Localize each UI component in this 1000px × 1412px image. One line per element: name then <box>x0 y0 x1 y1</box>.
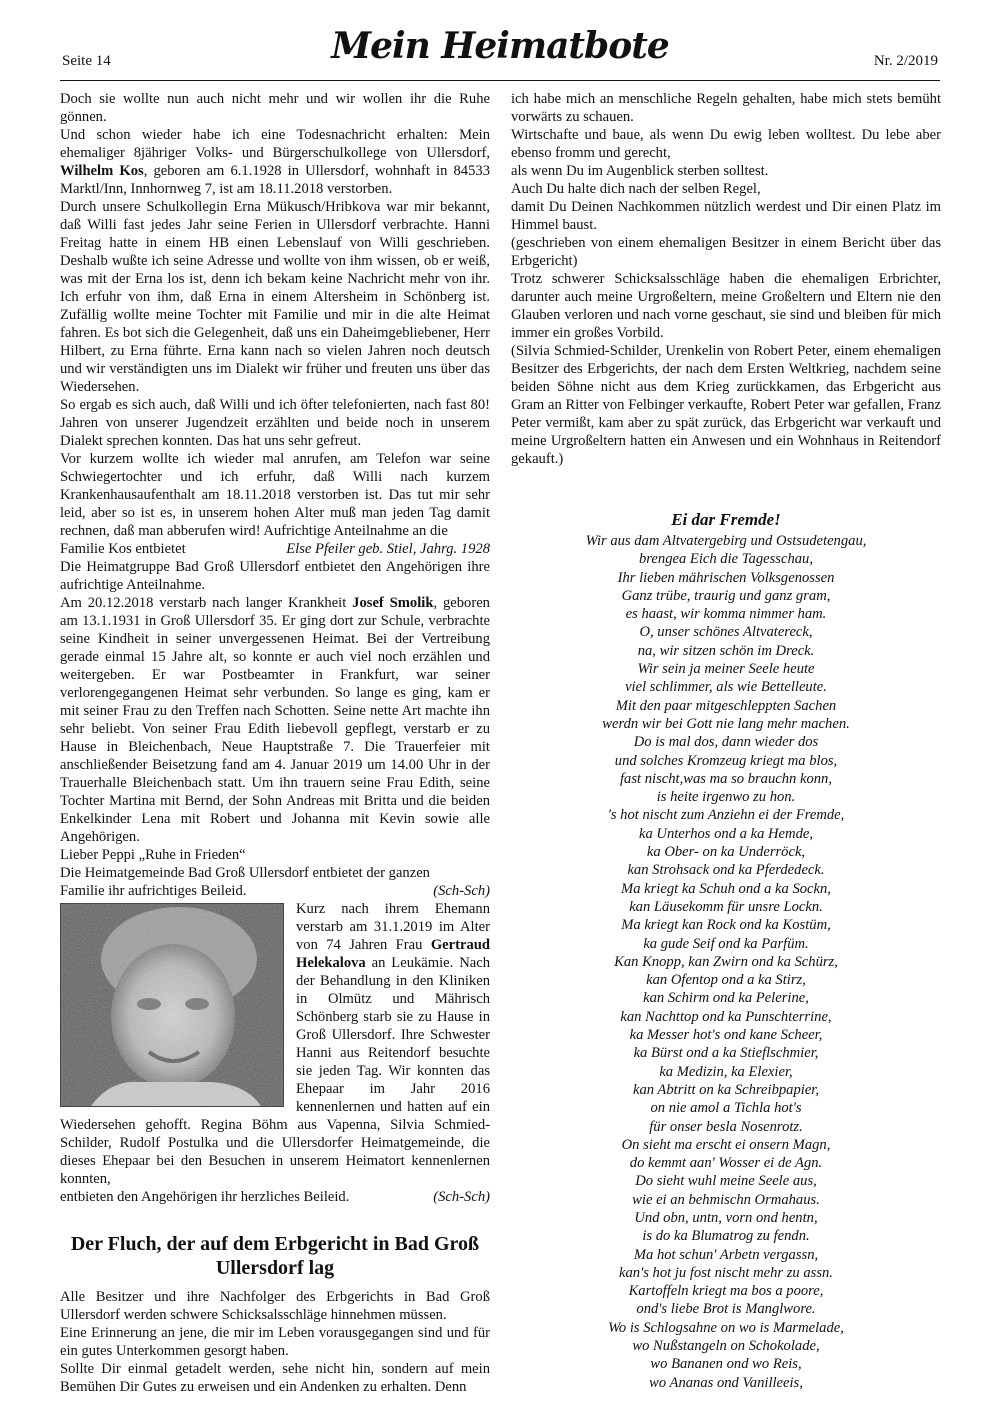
paragraph <box>60 594 490 846</box>
poem-line: Ma kriegt kan Rock ond ka Kostüm, <box>621 917 831 934</box>
poem-line: kan Ofentop ond a ka Stirz, <box>646 972 806 989</box>
text: entbieten den Angehörigen ihr herzliches Beileid. <box>60 1189 350 1205</box>
poem-line: on nie amol a Tichla hot's <box>650 1100 802 1117</box>
poem-line: ka gude Seif ond ka Parfüm. <box>643 935 809 952</box>
poem-line: kan Läusekomm für unsre Lockn. <box>629 898 823 915</box>
poem-line: ond's liebe Brot is Manglwore. <box>636 1301 816 1318</box>
paragraph: Die Heimatgemeinde Bad Groß Ullersdorf entbietet der ganzen <box>60 865 430 881</box>
poem-title: Ei dar Fremde! <box>671 510 781 529</box>
signature: (Sch-Sch) <box>433 1189 490 1205</box>
poem-line: wo Bananen ond wo Reis, <box>650 1356 802 1373</box>
poem-line: is heite irgenwo zu hon. <box>656 789 796 806</box>
poem-line: werdn wir bei Gott nie lang mehr machen. <box>602 715 850 732</box>
paragraph: damit Du Deinen Nachkommen nützlich werdest und Dir einen Platz im Himmel baust. <box>511 199 941 233</box>
poem-line: do kemmt aan' Wosser ei de Agn. <box>629 1155 823 1172</box>
poem-line: Und obn, untn, vorn ond hentn, <box>634 1209 818 1226</box>
poem-line: kan Abtritt on ka Schreibpapier, <box>632 1081 820 1098</box>
paragraph: Lieber Peppi „Ruhe in Frieden“ <box>60 847 246 863</box>
poem-line: Kan Knopp, kan Zwirn ond ka Schürz, <box>614 953 838 970</box>
poem-line: ka Ober- on ka Underröck, <box>646 844 806 861</box>
right-column <box>511 90 941 1392</box>
paragraph: So ergab es sich auch, daß Willi und ich öfter telefonierten, nach fast 80! Jahren von unserer Jugendzeit erzählten und beide noch in unserem Dialekt sprechen konnten. Das hat uns sehr gefreut. <box>60 397 490 449</box>
poem-line: O, unser schönes Altvatereck, <box>639 624 813 641</box>
signature-line <box>60 1188 490 1206</box>
poem-line: kan's hot ju fost nischt mehr zu assn. <box>619 1264 833 1281</box>
text: Am 20.12.2018 verstarb nach langer Krankheit <box>60 595 353 611</box>
poem-line: kan Nachttop ond ka Punschterrine, <box>620 1008 832 1025</box>
poem-line: Ma kriegt ka Schuh ond a ka Sockn, <box>621 880 831 897</box>
masthead-title: Mein Heimatbote <box>331 25 669 67</box>
paragraph <box>60 126 490 198</box>
poem <box>511 532 941 1392</box>
poem-line: kan Schirm ond ka Pelerine, <box>643 990 809 1007</box>
poem-line: es haast, wir komma nimmer ham. <box>625 606 827 623</box>
paragraph: (geschrieben von einem ehemaligen Besitzer in einem Bericht über das Erbgericht) <box>511 235 941 269</box>
poem-line: Ganz trübe, traurig und ganz gram, <box>621 587 831 604</box>
poem-line: 's hot nischt zum Anziehn ei der Fremde, <box>607 807 845 824</box>
poem-line: viel schlimmer, als wie Bettelleute. <box>625 679 827 696</box>
poem-line: wo Nußstangeln on Schokolade, <box>632 1338 820 1355</box>
paragraph: Sollte Dir einmal getadelt werden, sehe nicht hin, sondern auf mein Bemühen Dir Gutes zu erweisen und ein Andenken zu erhalten. Denn <box>60 1361 490 1395</box>
poem-line: Wo is Schlogsahne on wo is Marmelade, <box>608 1319 844 1336</box>
paragraph: Alle Besitzer und ihre Nachfolger des Erbgerichts in Bad Groß Ullersdorf werden schwere Schicksalsschläge hinnehmen müssen. <box>60 1289 490 1323</box>
poem-line: wo Ananas ond Vanilleeis, <box>649 1374 803 1391</box>
paragraph: (Silvia Schmied-Schilder, Urenkelin von Robert Peter, einem ehemaligen Besitzer des Erbgerichts, der nach dem Ersten Weltkrieg, nachdem seine beiden Söhne nicht aus dem Krieg zurückkamen, das Erbgericht aus Gram an Ritter von Felbinger verkaufte, Robert Peter war gefallen, Franz Peter vermißt, kam aber zu spät zurück, das Erbgericht war verkauft und meine Urgroßeltern hatten ein Anwesen und ein Wohnhaus in Reitendorf gekauft.) <box>511 343 941 467</box>
poem-line: wie ei an behmischn Ormahaus. <box>632 1191 820 1208</box>
paragraph: Wirtschafte und baue, als wenn Du ewig leben wolltest. Du lebe aber ebenso fromm und gerecht, <box>511 127 941 161</box>
text: , geboren am 13.1.1931 in Groß Ullersdorf 35. Er ging dort zur Schule, verbrachte seine Kindheit in seiner unvergessenen Heimat. Bei der Vertreibung gerade einmal 15 Jahre alt, so konnte er auch viel noch erzählen und weitergeben. Er war Postbeamter in Frankfurt, war seiner verlorengegangenen Heimat sehr verbunden. So lange es ging, kam er mit seiner Frau zu den Treffen nach Schotten. Seine nette Art machte ihn sehr beliebt. Von seiner Frau Edith liebevoll gepflegt, verstarb er zu Hause in Bleichenbach, Neue Hauptstraße 7. Die Trauerfeier mit anschließender Beisetzung fand am 4. Januar 2019 um 14.00 Uhr in der Trauerhalle Bleichenbach statt. Um ihn trauern seine Frau Edith, seine Tochter Martina mit Bernd, der Sohn Andreas mit Britta und die beiden Enkelkinder Lena mit Robert und Johanna mit Kevin sowie alle Angehörigen. <box>60 595 490 845</box>
poem-line: is do ka Blumatrog zu fendn. <box>642 1228 810 1245</box>
poem-line: Wir sein ja meiner Seele heute <box>637 661 815 678</box>
signature-line <box>60 882 490 900</box>
poem-line: na, wir sitzen schön im Dreck. <box>637 642 815 659</box>
person-name: Wilhelm Kos <box>60 163 144 179</box>
text: Familie Kos entbietet <box>60 541 186 557</box>
paragraph: Doch sie wollte nun auch nicht mehr und wir wollen ihr die Ruhe gönnen. <box>60 91 490 125</box>
text: Familie ihr aufrichtiges Beileid. <box>60 883 247 899</box>
poem-line: Wir aus dam Altvatergebirg und Ostsudetengau, <box>585 533 867 549</box>
poem-line: Do is mal dos, dann wieder dos <box>633 734 819 751</box>
header-rule <box>60 80 940 81</box>
poem-line: Kartoffeln kriegt ma bos a poore, <box>628 1283 824 1300</box>
portrait-photo <box>60 903 284 1107</box>
poem-line: ka Unterhos ond a ka Hemde, <box>638 825 813 842</box>
issue-number: Nr. 2/2019 <box>873 53 938 69</box>
poem-line: Ihr lieben mährischen Volksgenossen <box>617 569 835 586</box>
text: , geboren am 6.1.1928 in Ullersdorf, wohnhaft in 84533 Marktl/Inn, Innhornweg 7, ist am 18.11.2018 verstorben. <box>60 163 490 197</box>
paragraph: ich habe mich an menschliche Regeln gehalten, habe mich stets bemüht vorwärts zu schauen. <box>511 91 941 125</box>
poem-line: brengea Eich die Tagesschau, <box>638 551 814 568</box>
poem-line: ka Bürst ond a ka Stieflschmier, <box>633 1045 819 1062</box>
poem-line: ka Messer hot's ond kane Scheer, <box>629 1027 823 1044</box>
page-number: Seite 14 <box>62 53 111 69</box>
poem-line: fast nischt,was ma so brauchn konn, <box>619 770 832 787</box>
poem-line: und solches Kromzeug kriegt ma blos, <box>614 752 838 769</box>
poem-line: für onser besla Nosenrotz. <box>649 1118 803 1135</box>
paragraph: Auch Du halte dich nach der selben Regel, <box>511 181 761 197</box>
paragraph: als wenn Du im Augenblick sterben solltest. <box>511 163 769 179</box>
article-heading: Der Fluch, der auf dem Erbgericht in Bad Groß Ullersdorf lag <box>70 1233 480 1279</box>
paragraph: Vor kurzem wollte ich wieder mal anrufen, am Telefon war seine Schwiegertochter und ich erfuhr, daß Willi nach kurzem Krankenhausaufenthalt am 18.11.2018 verstorben ist. Das tut mir sehr leid, aber so ist es, in unserem hohen Alter muß man jeden Tag damit rechnen, daß man abberufen wird! Aufrichtige Anteilnahme an die <box>60 451 490 539</box>
signature-line <box>60 540 490 558</box>
poem-line: ka Medizin, ka Elexier, <box>659 1063 793 1080</box>
poem-line: kan Strohsack ond ka Pferdedeck. <box>627 862 825 879</box>
poem-line: Do sieht wuhl meine Seele aus, <box>635 1173 817 1190</box>
poem-line: Mit den paar mitgeschleppten Sachen <box>615 697 837 714</box>
person-name: Josef Smolik <box>352 595 434 611</box>
signature: Else Pfeiler geb. Stiel, Jahrg. 1928 <box>286 541 490 557</box>
left-column <box>60 90 490 1396</box>
poem-line: On sieht ma erscht ei onsern Magn, <box>621 1136 831 1153</box>
signature: (Sch-Sch) <box>433 883 490 899</box>
paragraph: Eine Erinnerung an jene, die mir im Leben vorausgegangen sind und für ein gutes Unterkommen gesorgt haben. <box>60 1325 490 1359</box>
paragraph: Durch unsere Schulkollegin Erna Mükusch/Hribkova war mir bekannt, daß Willi fast jedes Jahr seine Ferien in Ullersdorf verbrachte. Hanni Freitag hatte in einem HB einen Lebenslauf von Willi geschrieben. Deshalb wußte ich seine Adresse und wollte von ihm wissen, ob er weiß, was mit der Erna los ist, denn ich bekam keine Nachricht mehr von ihr. Ich erfuhr von ihm, daß Erna in einem Altersheim in Schönberg ist. Zufällig wollte meine Tochter mit Familie und mir in die alte Heimat fahren. Es bot sich die Gelegenheit, daß uns ein Daheimgebliebener, Herr Hilbert, zu Erna führte. Erna kann nach so vielen Jahren noch deutsch und wir verständigten uns im Dialekt wir früher und freuten uns über das Wiedersehen. <box>60 199 490 395</box>
paragraph: Trotz schwerer Schicksalsschläge haben die ehemaligen Erbrichter, darunter auch meine Urgroßeltern, meine Großeltern und Eltern nie den Glauben verloren und nach vorne geschaut, sie sind und bleiben für mich immer ein großes Vorbild. <box>511 271 941 341</box>
person-name: Gertraud Helekalova <box>296 937 490 971</box>
obituary-with-photo <box>60 900 490 1188</box>
paragraph: Die Heimatgruppe Bad Groß Ullersdorf entbietet den Angehörigen ihre aufrichtige Anteilnahme. <box>60 559 490 593</box>
poem-line: Ma hot schun' Arbetn vergassn, <box>633 1246 819 1263</box>
text: Kurz nach ihrem Ehemann verstarb am 31.1.2019 im Alter von 74 Jahren Frau <box>296 901 490 953</box>
text: Und schon wieder habe ich eine Todesnachricht erhalten: Mein ehemaliger 8jähriger Volks- und Bürgerschulkollege von Ullersdorf, <box>60 127 490 161</box>
text: an Leukämie. Nach der Behandlung in den Kliniken in Olmütz und Mährisch Schönberg starb sie zu Hause in Groß Ullersdorf. Ihre Schwester Hanni aus Reitendorf besuchte sie jeden Tag. Wir konnten das Ehepaar im Jahr 2016 kennenlernen und hatten auf ein Wiedersehen gehofft. Regina Böhm aus Vapenna, Silvia Schmied-Schilder, Rudolf Postulka und die Ullersdorfer Heimatgemeinde, die dieses Ehepaar bei den Besuchen in unserem Heimatort kennenlernen konnten, <box>60 955 490 1187</box>
